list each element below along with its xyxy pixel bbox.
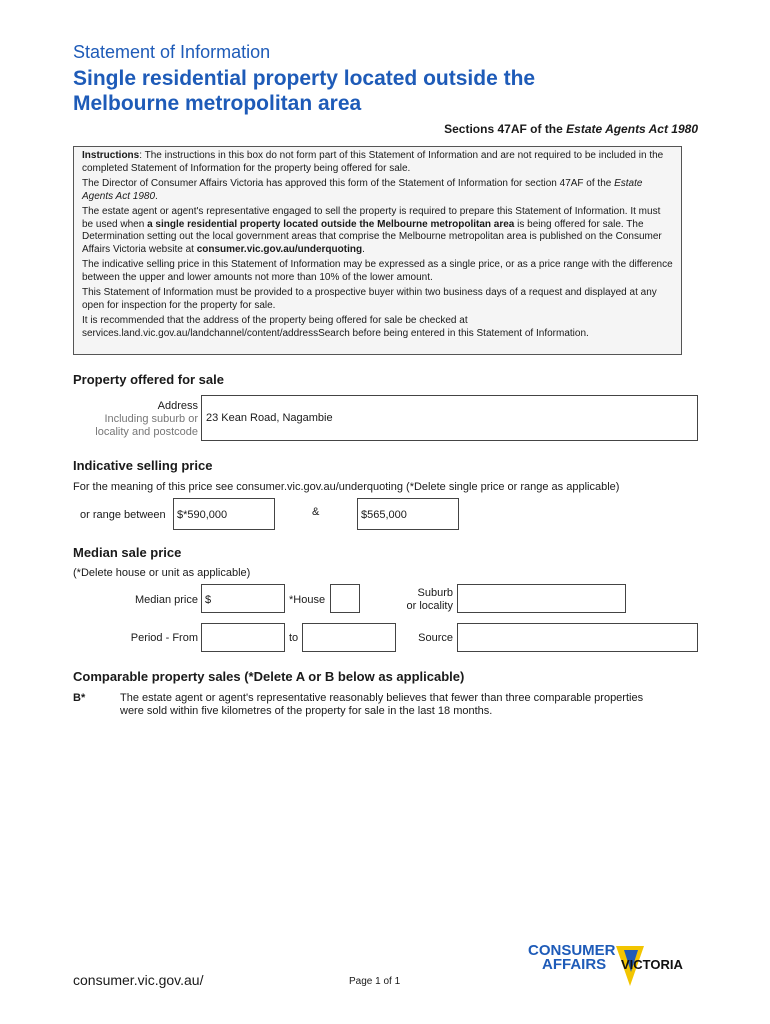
instructions-p2 xyxy=(82,178,673,203)
property-heading: Property offered for sale xyxy=(73,372,224,387)
address-field[interactable]: 23 Kean Road, Nagambie xyxy=(201,395,698,441)
instructions-p3-end: . xyxy=(362,243,365,255)
suburb-label xyxy=(370,587,453,613)
median-note: (*Delete house or unit as applicable) xyxy=(73,567,251,579)
comparable-text-line2: were sold within five kilometres of the property for sale in the last 18 months. xyxy=(120,705,493,717)
instructions-p2-act: Estate Agents Act 1980 xyxy=(82,178,643,202)
instructions-p5: This Statement of Information must be provided to a prospective buyer within two business days of a request and displayed at any open for inspection for the property for sale. xyxy=(82,287,657,311)
instructions-p1 xyxy=(82,150,673,175)
instructions-box xyxy=(73,146,682,355)
instructions-p3-bold: a single residential property located outside the Melbourne metropolitan area xyxy=(147,218,515,230)
house-field[interactable] xyxy=(330,584,360,613)
consumer-affairs-victoria-logo xyxy=(528,940,703,988)
price-note: For the meaning of this price see consumer.vic.gov.au/underquoting (*Delete single price or range as applicable) xyxy=(73,481,620,493)
instructions-p2-end: . xyxy=(155,190,158,202)
title-line-1: Single residential property located outside the xyxy=(73,67,536,90)
sections-reference xyxy=(444,122,698,136)
page-title xyxy=(73,66,693,116)
suburb-label-line2: or locality xyxy=(406,600,453,612)
instructions-p4: The indicative selling price in this Statement of Information may be expressed as a single price, or as a price range with the difference between the upper and lower amounts not more than 10% of the lower amount. xyxy=(82,259,673,283)
source-field[interactable] xyxy=(457,623,698,652)
instructions-p2-text: The Director of Consumer Affairs Victoria has approved this form of the Statement of Information for section 47AF of the xyxy=(82,178,615,189)
instructions-p3-text-a: The estate agent or agent's representative engaged to sell the property is required to prepare this Statement of Information. It must be used when xyxy=(82,206,661,230)
instructions-p3 xyxy=(82,206,673,256)
source-label: Source xyxy=(418,632,453,644)
comparable-heading: Comparable property sales (*Delete A or B below as applicable) xyxy=(73,669,465,684)
logo-consumer: CONSUMER xyxy=(528,942,616,959)
upper-price-field[interactable]: $565,000 xyxy=(357,498,459,530)
comparable-text-line1: The estate agent or agent's representative reasonably believes that fewer than three comparable properties xyxy=(120,692,644,704)
comparable-marker: B* xyxy=(73,692,86,704)
form-kicker: Statement of Information xyxy=(73,42,271,62)
period-from-label: Period - From xyxy=(130,632,198,644)
address-label-line2: Including suburb or xyxy=(104,413,198,425)
address-label xyxy=(73,400,198,439)
period-to-label: to xyxy=(289,632,299,644)
house-label: *House xyxy=(289,594,326,606)
median-price-field[interactable]: $ xyxy=(201,584,285,613)
instructions-p6: It is recommended that the address of the property being offered for sale be checked at services.land.vic.gov.au/landchannel/content/addressSearch before being entered in this Statement of Information. xyxy=(82,315,589,339)
logo-affairs: AFFAIRS xyxy=(542,956,607,973)
range-label: or range between xyxy=(80,509,166,521)
underquoting-link[interactable]: consumer.vic.gov.au/underquoting xyxy=(196,243,363,255)
median-price-label: Median price xyxy=(135,594,198,606)
price-heading: Indicative selling price xyxy=(73,458,213,473)
suburb-field[interactable] xyxy=(457,584,626,613)
comparable-text xyxy=(120,692,700,718)
instructions-p1-text: : The instructions in this box do not form part of this Statement of Information and are not required to be included in the completed Statement of Information for the property being offered for sale. xyxy=(82,150,664,174)
ampersand: & xyxy=(312,506,320,518)
lower-price-field[interactable]: $*590,000 xyxy=(173,498,275,530)
instructions-label: Instructions xyxy=(82,150,140,161)
page-number: Page 1 of 1 xyxy=(349,976,401,987)
sections-prefix: Sections 47AF of the xyxy=(444,122,567,136)
median-heading: Median sale price xyxy=(73,545,182,560)
footer-url[interactable]: consumer.vic.gov.au/ xyxy=(73,972,204,988)
sections-act: Estate Agents Act 1980 xyxy=(566,122,698,136)
instructions-p3-text-b: is being offered for sale. The Determination setting out the local government areas that comprise the Melbourne metropolitan area is published on the Consumer Affairs Victoria website at xyxy=(82,218,662,255)
logo-victoria: VICTORIA xyxy=(621,957,683,972)
suburb-label-line1: Suburb xyxy=(417,587,453,599)
period-from-field[interactable] xyxy=(201,623,285,652)
address-label-line3: locality and postcode xyxy=(95,426,198,438)
title-line-2: Melbourne metropolitan area xyxy=(73,92,362,115)
address-label-line1: Address xyxy=(157,400,198,412)
